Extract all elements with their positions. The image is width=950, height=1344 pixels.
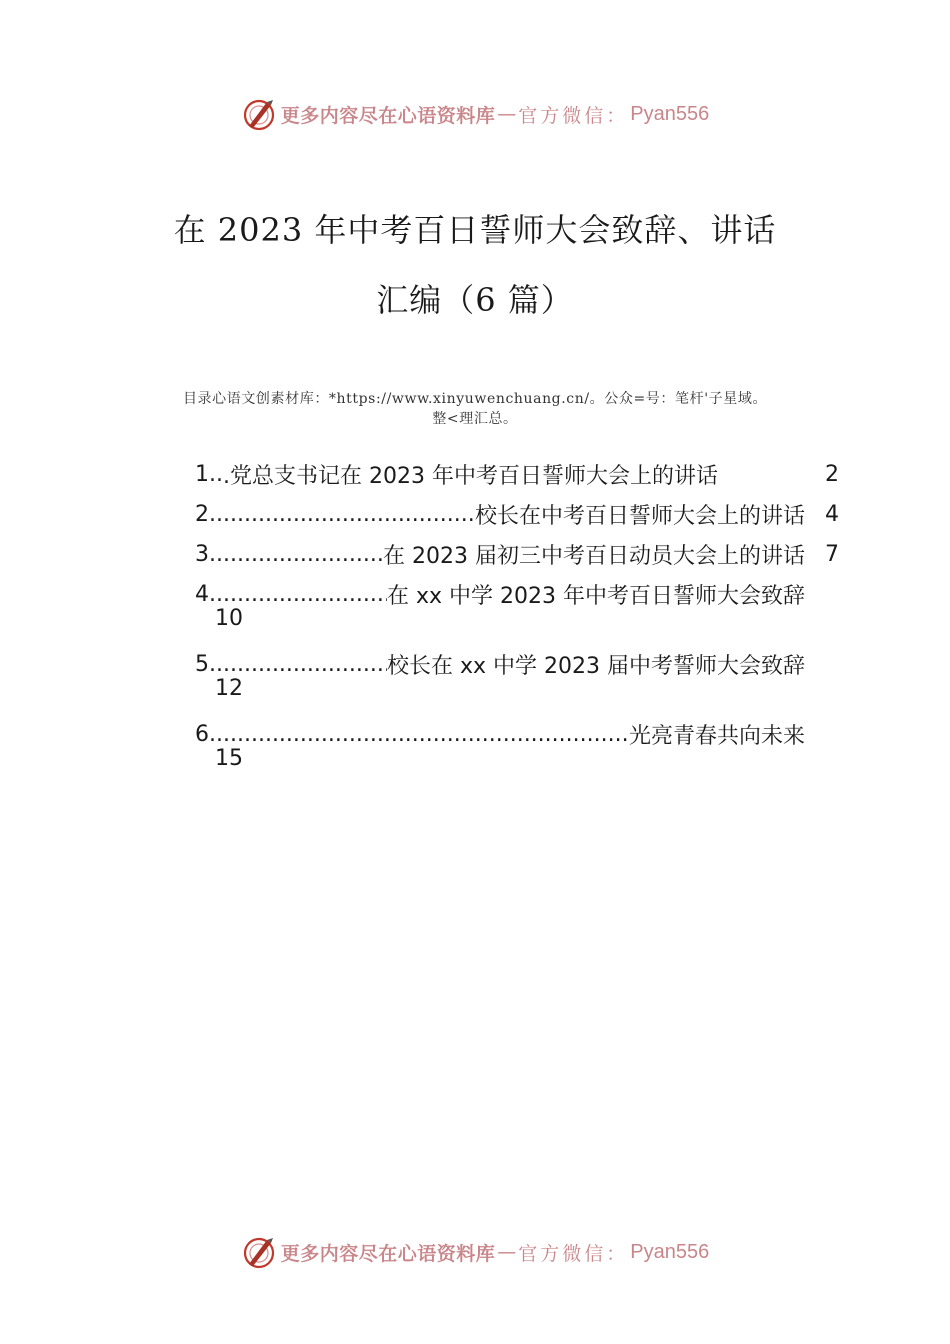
toc-leader-dots (209, 722, 629, 747)
toc-item-number: 1.. (195, 461, 223, 487)
toc-item-2[interactable] (195, 494, 845, 534)
wechat-handle: Pyan556 (630, 1240, 710, 1263)
separator-dash: — (497, 103, 517, 125)
toc-item-number: 3 (195, 541, 209, 567)
toc-item-title: 校长在中考百日誓师大会上的讲话 (474, 503, 805, 529)
toc-item-6[interactable] (195, 714, 845, 774)
toc-item-1[interactable] (195, 454, 845, 494)
toc-item-title: .党总支书记在 2023 年中考百日誓师大会上的讲话 (222, 463, 718, 489)
source-note-line-2: 整<理汇总。 (432, 411, 518, 427)
footer-watermark (0, 1232, 950, 1272)
toc-leader-dots (209, 502, 475, 527)
brand-name: 更多内容尽在心语资料库 (280, 1242, 496, 1265)
document-title-line-2: 汇编（6 篇） (376, 281, 574, 319)
wechat-label: 官方微信： (518, 1242, 629, 1265)
toc-leader-dots (209, 542, 383, 567)
document-title-line-1: 在 2023 年中考百日誓师大会致辞、讲话 (173, 211, 777, 249)
toc-item-title: 光亮青春共向未来 (628, 723, 805, 749)
separator-dash: — (497, 1241, 517, 1263)
toc-item-page: 15 (215, 746, 243, 771)
toc-item-number: 5 (195, 651, 209, 677)
toc-item-3[interactable] (195, 534, 845, 574)
brand-name: 更多内容尽在心语资料库 (280, 104, 496, 127)
toc-item-title: 在 xx 中学 2023 年中考百日誓师大会致辞 (386, 583, 805, 609)
wechat-handle: Pyan556 (630, 102, 710, 125)
toc-item-page: 12 (215, 676, 243, 701)
toc-item-4[interactable] (195, 574, 845, 634)
toc-item-number: 2 (195, 501, 209, 527)
source-note-line-1: 目录心语文创素材库：*https://www.xinyuwenchuang.cn/。公众=号：笔杆'子星域。 (182, 391, 768, 407)
pen-logo-icon (241, 1234, 277, 1270)
pen-logo-icon (241, 96, 277, 132)
toc-leader-dots (209, 652, 387, 677)
toc-item-page: 2 (825, 461, 839, 487)
toc-item-title: 校长在 xx 中学 2023 届中考誓师大会致辞 (386, 653, 805, 679)
toc-item-page: 10 (215, 606, 243, 631)
toc-item-page: 4 (825, 501, 839, 527)
toc-item-title: 在 2023 届初三中考百日动员大会上的讲话 (383, 543, 805, 569)
toc-item-number: 4 (195, 581, 209, 607)
wechat-label: 官方微信： (518, 104, 629, 127)
table-of-contents (195, 454, 845, 784)
toc-leader-dots (209, 582, 387, 607)
toc-item-page: 7 (825, 541, 839, 567)
header-watermark (0, 94, 950, 134)
toc-item-number: 6 (195, 721, 209, 747)
toc-item-5[interactable] (195, 644, 845, 704)
